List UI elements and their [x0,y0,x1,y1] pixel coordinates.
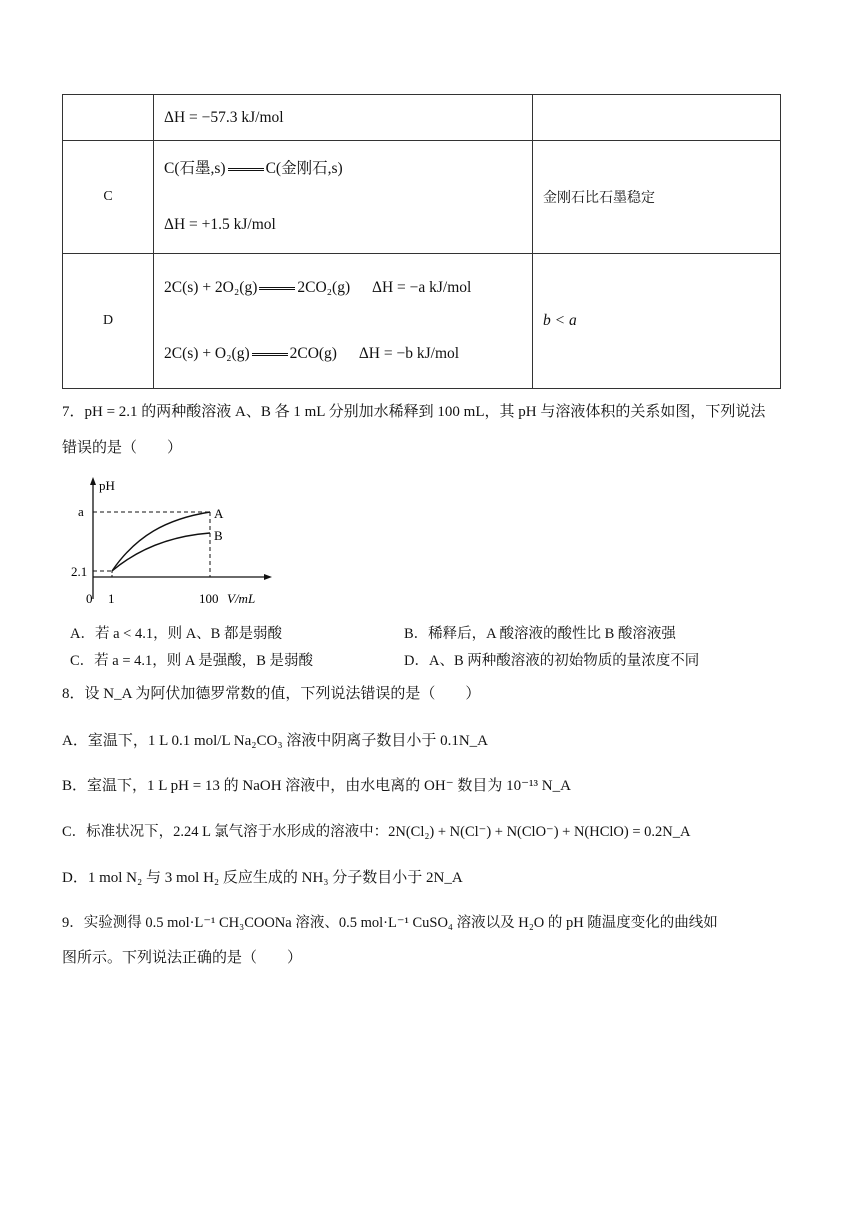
y-axis-arrow-icon [90,477,96,485]
row-b-dh: ΔH = −57.3 kJ/mol [164,108,284,126]
q8-stem: 8．设 N_A 为阿伏加德罗常数的值，下列说法错误的是（ ） [62,686,481,702]
q7-option-d: D．A、B 两种酸溶液的初始物质的量浓度不同 [404,653,700,669]
equals-sign-icon [259,287,295,290]
equals-sign-icon [228,168,264,171]
x-tick-0: 0 [86,591,93,606]
series-a-curve [112,512,210,571]
x-tick-1: 1 [108,591,115,606]
q7-stem-line1: 7．pH = 2.1 的两种酸溶液 A、B 各 1 mL 分别加水稀释到 100 mL，其 pH 与溶液体积的关系如图，下列说法 [62,404,766,420]
q8-option-a: A．室温下，1 L 0.1 mol/L Na₂CO₃ 溶液中阴离子数目小于 0.1N_A [62,733,489,749]
row-c-equation [154,141,533,254]
q9-stem-line2: 图所示。下列说法正确的是（ ） [62,950,303,966]
series-a-label: A [214,506,224,521]
q7-stem-line2: 错误的是（ ） [62,440,183,456]
y-axis-label: pH [99,478,115,493]
row-d-eq1-product: 2CO₂(g) [297,279,351,296]
row-b-note [533,95,781,141]
q7-option-b: B．稀释后，A 酸溶液的酸性比 B 酸溶液强 [404,626,676,642]
x-tick-100: 100 [199,591,219,606]
x-axis-arrow-icon [264,574,272,580]
row-c-note: 金刚石比石墨稳定 [533,141,781,254]
q8-option-b: B．室温下，1 L pH = 13 的 NaOH 溶液中，由水电离的 OH⁻ 数目为 10⁻¹³ N_A [62,778,571,794]
row-d-equation [154,254,533,389]
table-row-b [63,95,781,141]
y-tick-a: a [78,504,84,519]
table-row-d [63,254,781,389]
row-c-label: C [63,141,154,254]
row-label [63,95,154,141]
x-axis-label: V/mL [227,591,256,606]
row-d-note: b < a [533,254,781,389]
row-c-dh: ΔH = +1.5 kJ/mol [164,216,276,233]
row-d-eq1-dh: ΔH = −a kJ/mol [372,279,472,296]
q7-option-c: C．若 a = 4.1，则 A 是强酸，B 是弱酸 [70,653,314,669]
row-d-eq2-product: 2CO(g) [289,345,337,362]
row-d-label: D [63,254,154,389]
q7-option-a: A．若 a < 4.1，则 A、B 都是弱酸 [70,626,282,642]
row-c-product: C(金刚石,s) [265,160,343,177]
series-b-label: B [214,528,223,543]
row-d-eq2-reactant: 2C(s) + O₂(g) [164,345,250,362]
row-d-eq2-dh: ΔH = −b kJ/mol [358,345,460,362]
thermochem-table [62,94,781,389]
row-b-equation [154,95,533,141]
q9-stem-line1: 9．实验测得 0.5 mol·L⁻¹ CH₃COONa 溶液、0.5 mol·L⁻¹ CuSO₄ 溶液以及 H₂O 的 pH 随温度变化的曲线如 [62,915,718,931]
q8-option-d: D．1 mol N₂ 与 3 mol H₂ 反应生成的 NH₃ 分子数目小于 2N_A [62,870,463,886]
row-c-reactant: C(石墨,s) [164,160,226,177]
ph-volume-chart [66,474,286,614]
equals-sign-icon [252,353,288,356]
y-tick-21: 2.1 [71,564,88,579]
q8-option-c: C．标准状况下，2.24 L 氯气溶于水形成的溶液中：2N(Cl₂) + N(Cl⁻) + N(ClO⁻) + N(HClO) = 0.2N_A [62,824,691,840]
row-d-eq1-reactant: 2C(s) + 2O₂(g) [164,279,258,296]
table-row-c [63,141,781,254]
